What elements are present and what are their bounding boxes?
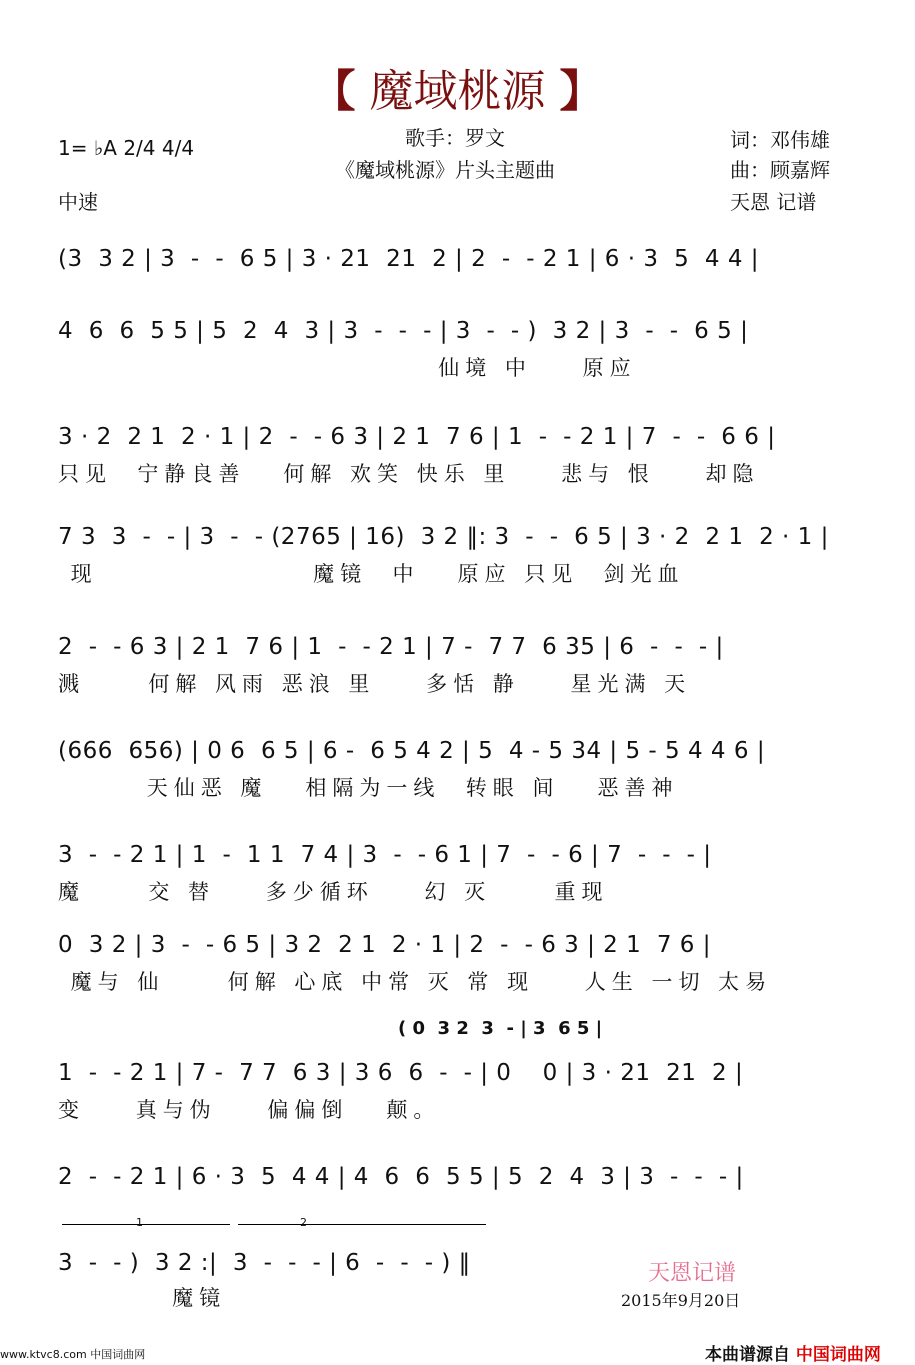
volta-2-label: 2 (300, 1216, 307, 1229)
title-text: 魔域桃源 (369, 66, 546, 117)
score-row-8 (58, 932, 858, 996)
lyrics-line: 变 真与伪 偏偏倒 颠。 (58, 1098, 441, 1122)
notes-line: 3 - - ) 3 2 :| 3 - - - | 6 - - - ) ‖ (58, 1250, 471, 1276)
singer: 歌手：罗文 (405, 126, 505, 150)
notes-line: 1 - - 2 1 | 7 - 7 7 6 3 | 3 6 6 - - | 0 0 | 3 · 21 21 2 | (58, 1060, 744, 1086)
notes-line: 3 · 2 2 1 2 · 1 | 2 - - 6 3 | 2 1 7 6 | 1 - - 2 1 | 7 - - 6 6 | (58, 424, 776, 450)
volta-1-line (62, 1224, 230, 1225)
notes-line: 4 6 6 5 5 | 5 2 4 3 | 3 - - - | 3 - - ) 3 2 | 3 - - 6 5 | (58, 318, 749, 344)
score-row-1 (58, 246, 858, 272)
lyrics-line: 魔镜 (58, 1286, 227, 1310)
transcriber: 天恩 记谱 (730, 190, 817, 214)
alternate-line: ( 0 3 2 3 - | 3 6 5 | (398, 1018, 603, 1039)
lyrics-line: 魔与 仙 何解 心底 中常 灭 常 现 人生 一切 太易 (58, 970, 773, 994)
notes-line: (666 656) | 0 6 6 5 | 6 - 6 5 4 2 | 5 4 - 5 34 | 5 - 5 4 4 6 | (58, 738, 766, 764)
notes-line: (3 3 2 | 3 - - 6 5 | 3 · 21 21 2 | 2 - - 2 1 | 6 · 3 5 4 4 | (58, 246, 760, 272)
lyrics-line: 仙境 中 原应 (58, 356, 637, 380)
score-row-5 (58, 634, 858, 698)
lyrics-line: 现 魔镜 中 原应 只见 剑光血 (58, 562, 685, 586)
score-row-9 (58, 1060, 858, 1124)
score-row-2 (58, 318, 858, 382)
footer-right (705, 1340, 881, 1365)
volta-2-line (238, 1224, 486, 1225)
footer-left: www.ktvc8.com 中国词曲网 (0, 1348, 146, 1361)
composer: 曲：顾嘉辉 (730, 158, 830, 182)
lyricist: 词：邓伟雄 (730, 128, 830, 152)
lyrics-line: 溅 何解 风雨 恶浪 里 多恬 静 星光满 天 (58, 672, 692, 696)
notes-line: 2 - - 6 3 | 2 1 7 6 | 1 - - 2 1 | 7 - 7 7 6 35 | 6 - - - | (58, 634, 724, 660)
score-row-7 (58, 842, 858, 906)
tempo: 中速 (58, 190, 98, 214)
lyrics-line: 只见 宁静良善 何解 欢笑 快乐 里 悲与 恨 却隐 (58, 462, 760, 486)
title-bracket-left: 【 (311, 66, 356, 117)
page-title (0, 55, 915, 119)
notes-line: 7 3 3 - - | 3 - - (2765 | 16) 3 2 ‖: 3 - - 6 5 | 3 · 2 2 1 2 · 1 | (58, 524, 829, 550)
footer-right-site[interactable]: 中国词曲网 (795, 1345, 881, 1365)
score-row-10 (58, 1164, 858, 1190)
volta-1-label: 1 (136, 1216, 143, 1229)
notes-line: 0 3 2 | 3 - - 6 5 | 3 2 2 1 2 · 1 | 2 - - 6 3 | 2 1 7 6 | (58, 932, 711, 958)
lyrics-line: 天仙恶 魔 相隔为一线 转眼 间 恶善神 (58, 776, 679, 800)
notes-line: 2 - - 2 1 | 6 · 3 5 4 4 | 4 6 6 5 5 | 5 2 4 3 | 3 - - - | (58, 1164, 744, 1190)
score-row-3 (58, 424, 858, 488)
title-bracket-right: 】 (559, 66, 604, 117)
key-signature: 1= ♭A 2/4 4/4 (58, 136, 195, 160)
lyrics-line: 魔 交 替 多少循环 幻 灭 重现 (58, 880, 609, 904)
footer-right-prefix: 本曲谱源自 (705, 1345, 790, 1365)
score-row-6 (58, 738, 858, 802)
date: 2015年9月20日 (621, 1291, 741, 1310)
transcriber-stamp: 天恩记谱 (648, 1261, 737, 1286)
subtitle: 《魔域桃源》片头主题曲 (335, 158, 555, 182)
notes-line: 3 - - 2 1 | 1 - 1 1 7 4 | 3 - - 6 1 | 7 - - 6 | 7 - - - | (58, 842, 712, 868)
score-row-4 (58, 524, 858, 588)
